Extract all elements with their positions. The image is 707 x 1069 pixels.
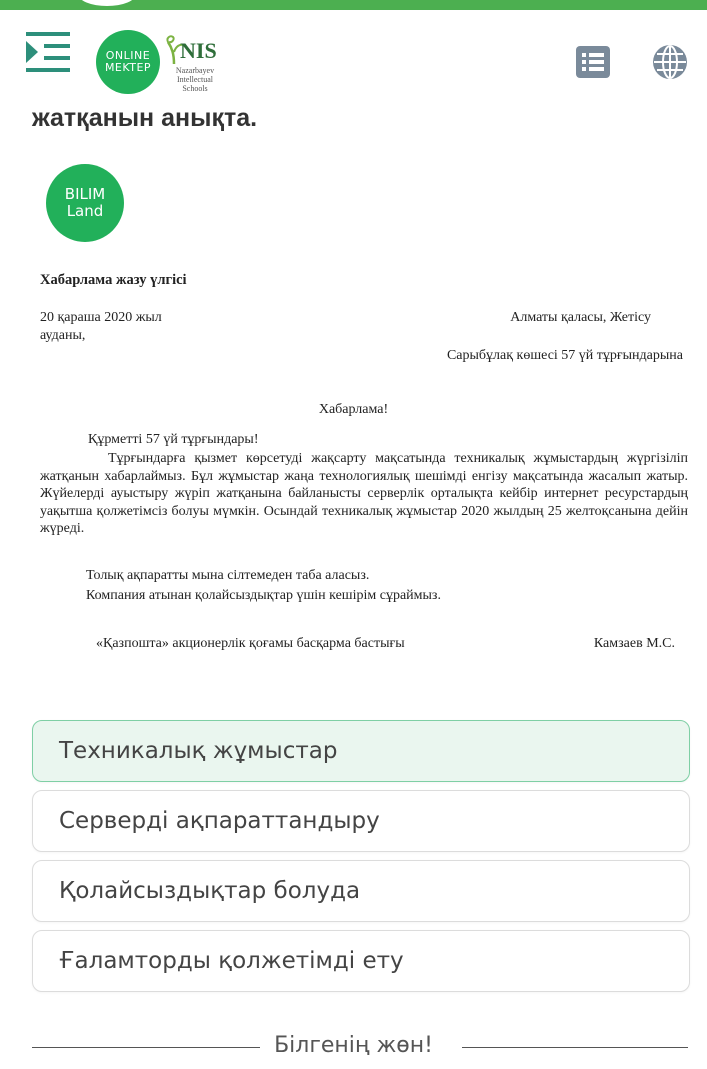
doc-date: 20 қараша 2020 жыл bbox=[40, 310, 162, 325]
list-icon[interactable] bbox=[576, 46, 610, 78]
doc-info-line: Толық ақпаратты мына сілтемеден таба аласыз. bbox=[86, 568, 370, 583]
nis-subtitle-line3: Schools bbox=[182, 84, 208, 93]
online-mektep-logo bbox=[96, 30, 160, 94]
nis-logo bbox=[164, 32, 220, 94]
logo-online-line1: ONLINE bbox=[105, 49, 151, 62]
answer-option-4[interactable]: Ғаламторды қолжетімді ету bbox=[32, 930, 690, 992]
doc-city: Алматы қаласы, Жетісу bbox=[510, 310, 651, 325]
doc-signer: «Қазпошта» акционерлік қоғамы басқарма бастығы bbox=[96, 636, 405, 651]
doc-recipient: Сарыбұлақ көшесі 57 үй тұрғындарына bbox=[446, 348, 683, 363]
nis-title: NIS bbox=[180, 38, 217, 63]
question-text: жатқанын анықта. bbox=[32, 104, 258, 132]
doc-title: Хабарлама жазу үлгісі bbox=[40, 272, 187, 288]
check-answer-button[interactable]: Білгенің жөн! bbox=[274, 1033, 433, 1058]
doc-body: Тұрғындарға қызмет көрсетуді жақсарту мақсатында техникалық жұмыстардың жүргізіліп жатқанын хабарлаймыз. Бұл жұмыстар жаңа технологиялық шешімді енгізу мақсатында жасалып жатыр. Жүйелерді ауыстыру жүріп жатқанына байланысты серверлік орталықта кейбір интернет ресурстардың уақытша қолжетімсіз болуы мүмкін. Осындай техникалық жұмыстар 2020 жылдың 25 желтоқсанына дейін жүреді. bbox=[40, 451, 688, 536]
bilimland-logo bbox=[46, 164, 124, 242]
menu-collapse-icon[interactable] bbox=[26, 32, 72, 72]
answer-option-2[interactable]: Серверді ақпараттандыру bbox=[32, 790, 690, 852]
top-accent-bar bbox=[0, 0, 707, 10]
answer-option-3[interactable]: Қолайсыздықтар болуда bbox=[32, 860, 690, 922]
nis-subtitle-line1: Nazarbayev bbox=[175, 66, 215, 75]
bilim-line2: Land bbox=[66, 202, 104, 220]
top-tab-notch bbox=[78, 0, 136, 6]
logo-online-line2: MEKTEP bbox=[104, 61, 152, 74]
doc-heading: Хабарлама! bbox=[318, 402, 389, 417]
doc-apology-line: Компания атынан қолайсыздықтар үшін кешірім сұраймыз. bbox=[86, 588, 441, 603]
doc-district: ауданы, bbox=[40, 328, 86, 343]
bilim-line1: BILIM bbox=[64, 185, 106, 203]
globe-icon[interactable] bbox=[652, 44, 688, 80]
footer-divider-right bbox=[462, 1047, 688, 1048]
doc-greeting: Құрметті 57 үй тұрғындары! bbox=[88, 432, 259, 447]
answer-options bbox=[32, 720, 690, 1000]
nis-subtitle bbox=[170, 66, 220, 93]
nis-subtitle-line2: Intellectual bbox=[177, 75, 213, 84]
answer-option-1[interactable]: Техникалық жұмыстар bbox=[32, 720, 690, 782]
doc-signature: Камзаев М.С. bbox=[593, 636, 675, 651]
